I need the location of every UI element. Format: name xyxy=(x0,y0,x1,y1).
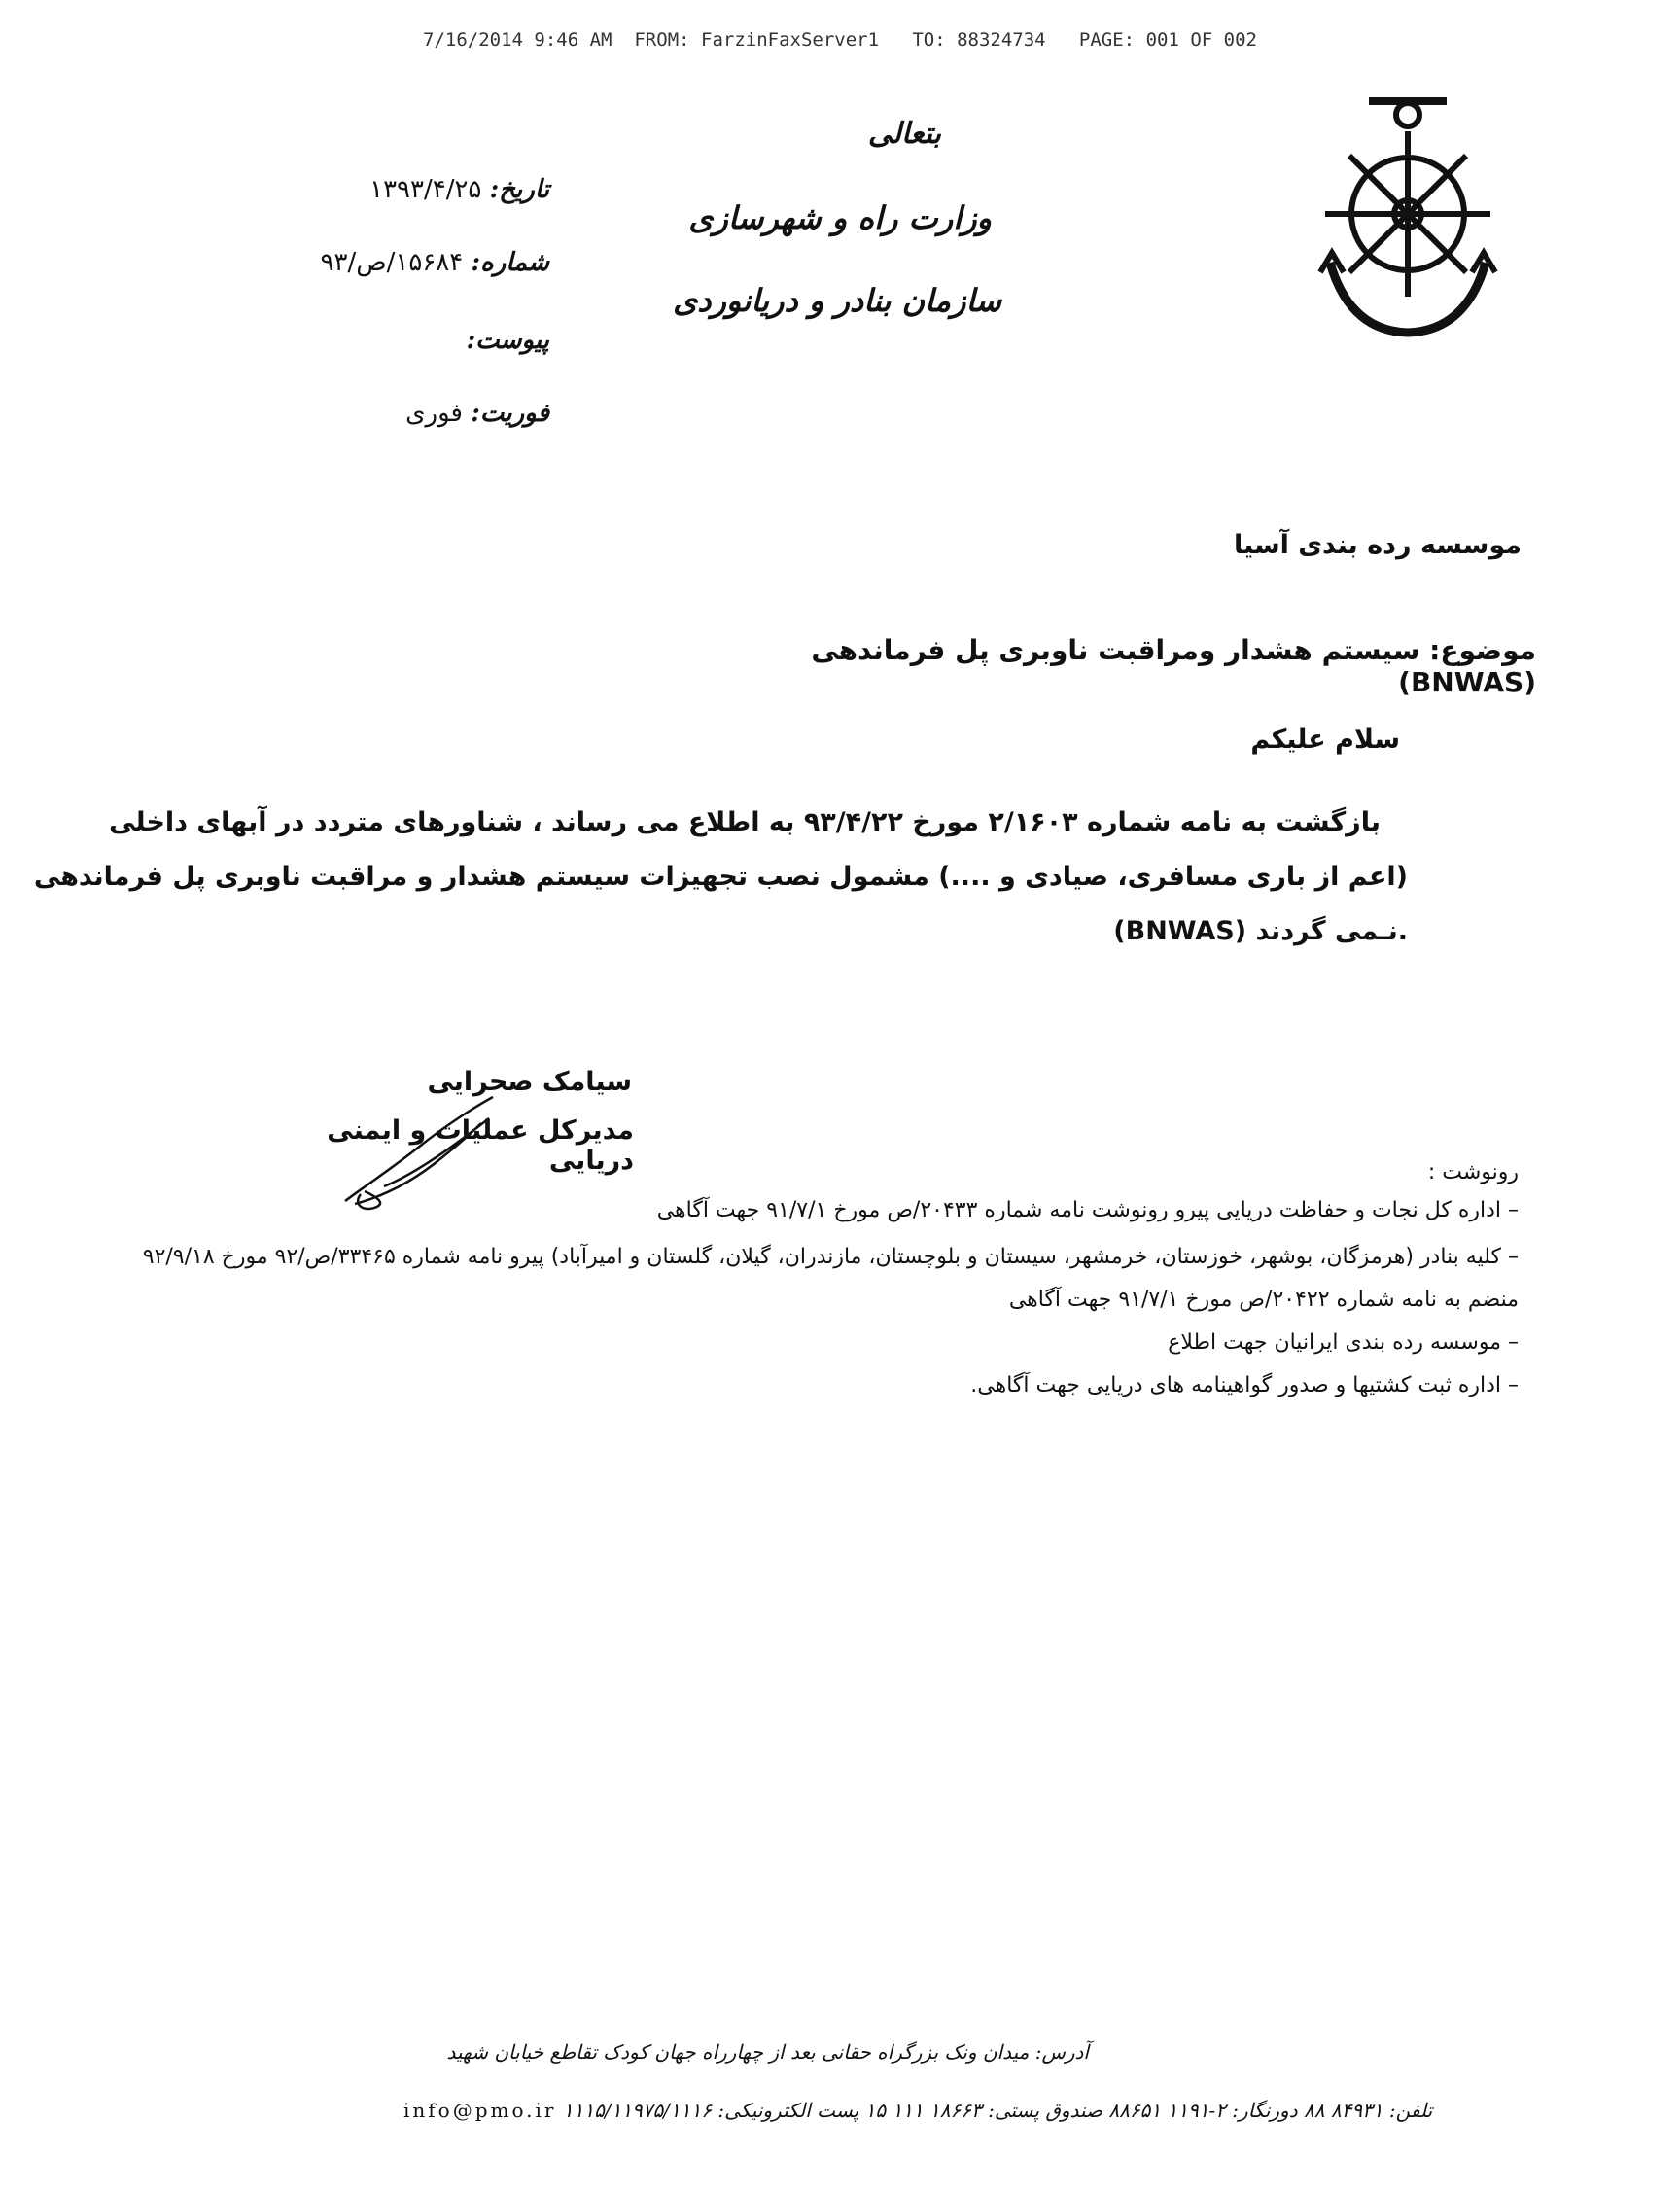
footer-email: info@pmo.ir xyxy=(403,2099,557,2122)
meta-priority-value: فوری xyxy=(405,399,463,428)
greeting: سلام علیکم xyxy=(1250,725,1400,755)
cc-item: – اداره ثبت کشتیها و صدور گواهینامه های دریایی جهت آگاهی. xyxy=(970,1373,1519,1397)
meta-number xyxy=(320,248,549,277)
footer-contact-numbers: تلفن: ۸۴۹۳۱ ۸۸ دورنگار: ۲-۱۱۹۱ ۸۸۶۵۱ صندوق پستی: ۱۸۶۶۳ ۱۱۱ ۱۵ پست الکترونیکی: ۱۱۱۵/۱۱۹۷۵/۱۱۱۶ xyxy=(562,2099,1433,2122)
cc-item: – کلیه بنادر (هرمزگان، بوشهر، خوزستان، خرمشهر، سیستان و بلوچستان، مازندران، گیلان، گلستان و امیرآباد) پیرو نامه شماره ۳۳۴۶۵/ص/۹۲ مورخ ۹۲/۹/۱۸ xyxy=(142,1245,1519,1269)
body-line-2: (اعم از باری مسافری، صیادی و ....) مشمول نصب تجهیزات سیستم هشدار و مراقبت ناوبری پل فرماندهی xyxy=(33,862,1408,892)
meta-number-value: ۱۵۶۸۴/ص/۹۳ xyxy=(320,248,464,277)
fax-header: 7/16/2014 9:46 AM FROM: FarzinFaxServer1 TO: 88324734 PAGE: 001 OF 002 xyxy=(423,29,1257,51)
recipient: موسسه رده بندی آسیا xyxy=(1233,530,1522,560)
meta-date-label: تاریخ: xyxy=(489,175,549,204)
cc-item: – اداره کل نجات و حفاظت دریایی پیرو رونوشت نامه شماره ۲۰۴۳۳/ص مورخ ۹۱/۷/۱ جهت آگاهی xyxy=(656,1198,1519,1222)
meta-date-value: ۱۳۹۳/۴/۲۵ xyxy=(369,175,482,204)
cc-item-continuation: منضم به نامه شماره ۲۰۴۲۲/ص مورخ ۹۱/۷/۱ جهت آگاهی xyxy=(1008,1288,1519,1312)
organization-logo xyxy=(1311,78,1505,340)
subject-label: موضوع: xyxy=(1429,634,1536,666)
signer-name: سیامک صحرایی xyxy=(427,1067,632,1097)
footer-contact xyxy=(403,2099,1433,2122)
cc-item: – موسسه رده بندی ایرانیان جهت اطلاع xyxy=(1168,1330,1519,1355)
meta-priority-label: فوریت: xyxy=(471,399,549,428)
meta-attachment xyxy=(331,326,549,355)
signer-title: مدیرکل عملیات و ایمنی دریایی xyxy=(327,1115,634,1176)
letterhead-organization: سازمان بنادر و دریانوردی xyxy=(673,282,1001,319)
cc-heading: رونوشت : xyxy=(1427,1160,1519,1184)
meta-priority xyxy=(331,399,549,428)
subject-text: سیستم هشدار ومراقبت ناوبری پل فرماندهی (BNWAS) xyxy=(811,634,1536,698)
meta-number-label: شماره: xyxy=(471,248,549,277)
meta-date xyxy=(331,175,549,204)
footer-address: آدرس: میدان ونک بزرگراه حقانی بعد از چهارراه جهان کودک تقاطع خیابان شهید xyxy=(446,2040,1089,2064)
subject-line xyxy=(681,634,1536,698)
handwritten-signature xyxy=(326,1089,501,1216)
letterhead-basmala: بتعالی xyxy=(867,117,941,151)
meta-attachment-label: پیوست: xyxy=(466,326,549,355)
letterhead-ministry: وزارت راه و شهرسازی xyxy=(688,199,992,236)
body-line-3: (BNWAS) نـمی گردند. xyxy=(1113,916,1408,946)
body-line-1: بازگشت به نامه شماره ۲/۱۶۰۳ مورخ ۹۳/۴/۲۲ به اطلاع می رساند ، شناورهای متردد در آبهای داخلی xyxy=(109,807,1381,837)
